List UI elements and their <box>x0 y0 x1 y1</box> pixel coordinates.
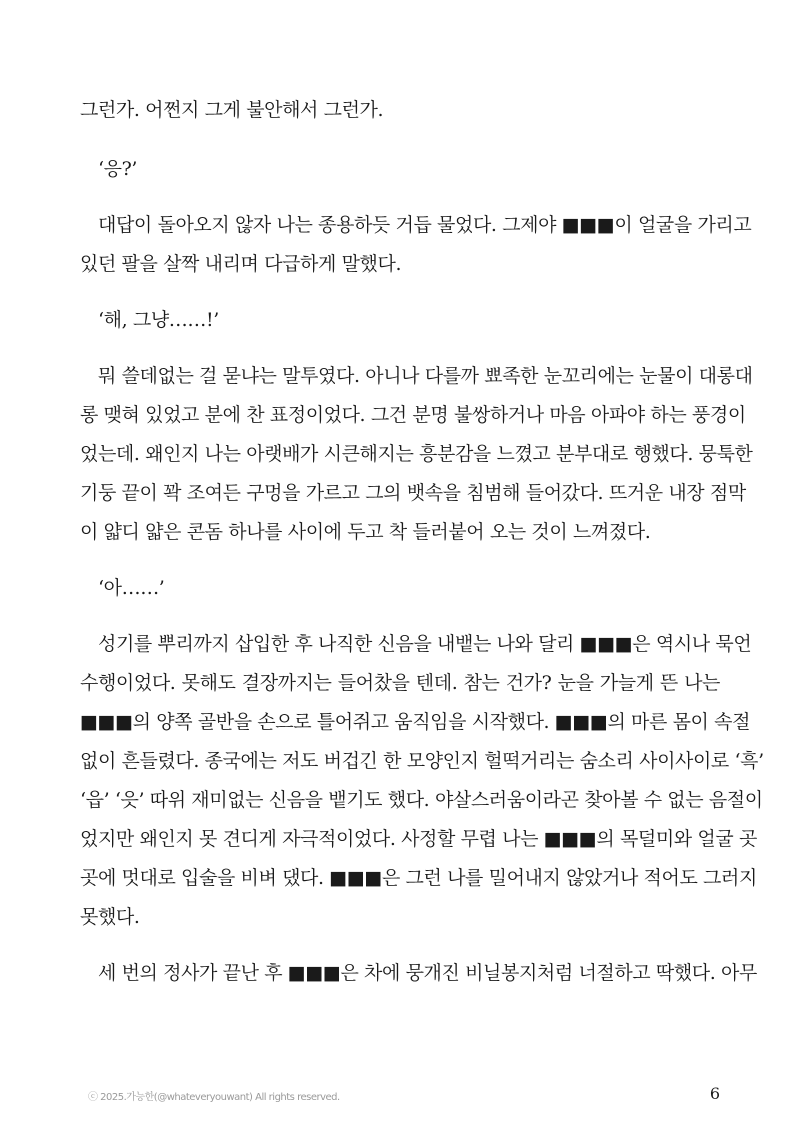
text-line: 뭐 쓸데없는 걸 묻냐는 말투였다. 아니나 다를까 뾰족한 눈꼬리에는 눈물이 대롱대 <box>98 365 753 387</box>
text-line: ■■■의 양쪽 골반을 손으로 틀어쥐고 움직임을 시작했다. ■■■의 마른 몸이 속절 <box>80 711 751 733</box>
text-line: 못했다. <box>80 906 140 928</box>
text-line: 롱 맺혀 있었고 분에 찬 표정이었다. 그건 분명 불쌍하거나 마음 아파야 하는 풍경이 <box>80 404 746 426</box>
copyright-notice: ⓒ 2025.가능한(@whateveryouwant) All rights reserved. <box>88 1092 340 1103</box>
text-line: 기둥 끝이 꽉 조여든 구멍을 가르고 그의 뱃속을 침범해 들어갔다. 뜨거운 내장 점막 <box>80 482 746 504</box>
text-line: 이 얇디 얇은 콘돔 하나를 사이에 두고 착 들러붙어 오는 것이 느껴졌다. <box>80 521 651 543</box>
text-line: ‘해, 그냥……!’ <box>98 309 219 331</box>
text-line: 곳에 멋대로 입술을 비벼 댔다. ■■■은 그런 나를 밀어내지 않았거나 적어도 그러지 <box>80 867 757 889</box>
text-line: 었지만 왜인지 못 견디게 자극적이었다. 사정할 무렵 나는 ■■■의 목덜미와 얼굴 곳 <box>80 828 757 850</box>
text-line: ‘아……’ <box>98 577 165 599</box>
text-line: ‘응?’ <box>98 158 138 180</box>
text-line: 세 번의 정사가 끝난 후 ■■■은 차에 뭉개진 비닐봉지처럼 너절하고 딱했다. 아무 <box>98 962 757 984</box>
text-line: 수행이었다. 못해도 결장까지는 들어찼을 텐데. 참는 건가? 눈을 가늘게 뜬 나는 <box>80 672 720 694</box>
text-line: 성기를 뿌리까지 삽입한 후 나직한 신음을 내뱉는 나와 달리 ■■■은 역시나 묵언 <box>98 633 752 655</box>
page-number: 6 <box>709 1084 720 1103</box>
text-line: 없이 흔들렸다. 종국에는 저도 버겁긴 한 모양인지 헐떡거리는 숨소리 사이사이로 ‘흑’ <box>80 750 764 772</box>
text-line: ‘읍’ ‘읏’ 따위 재미없는 신음을 뱉기도 했다. 야살스러움이라곤 찾아볼 수 없는 음절이 <box>80 789 763 811</box>
text-line: 었는데. 왜인지 나는 아랫배가 시큰해지는 흥분감을 느꼈고 분부대로 행했다. 뭉툭한 <box>80 443 753 465</box>
text-line: 있던 팔을 살짝 내리며 다급하게 말했다. <box>80 253 402 275</box>
text-line: 대답이 돌아오지 않자 나는 종용하듯 거듭 물었다. 그제야 ■■■이 얼굴을 가리고 <box>98 214 752 236</box>
text-line: 그런가. 어쩐지 그게 불안해서 그런가. <box>80 99 384 121</box>
